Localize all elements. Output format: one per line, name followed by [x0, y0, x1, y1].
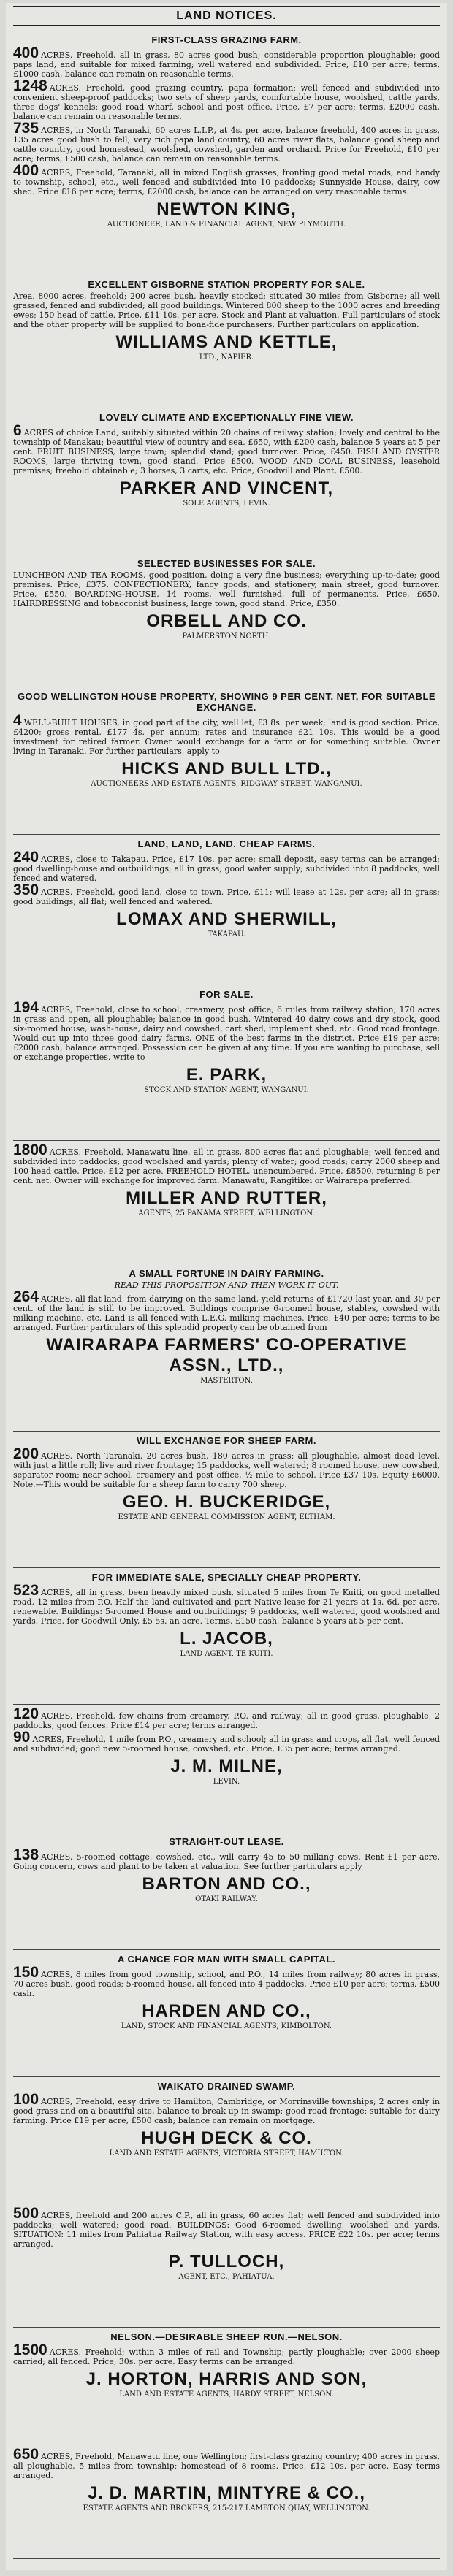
agent-name: HARDEN AND CO.,: [142, 2001, 311, 2021]
ad-headline: NELSON.—DESIRABLE SHEEP RUN.—NELSON.: [110, 2331, 343, 2342]
ad-text: ACRES, Freehold, few chains from creamery, P.O. and railway; all in good grass, ploughable, 2 paddocks, good fences. Price £14 per acre; terms arranged.: [13, 1711, 440, 1730]
agent-name: P. TULLOCH,: [168, 2252, 285, 2271]
ad-text: ACRES, Freehold, easy drive to Hamilton, Cambridge, or Morrinsville townships; 2 acres only in good grass and on a beautiful site, balance to break up in swamp; good road frontage; suitable for dairy farming. Price £19 per acre, £500 cash; balance can remain on mortgage.: [13, 2097, 440, 2125]
ad-text: WELL-BUILT HOUSES, in good part of the city, well let, £3 8s. per week; land is good section. Price, £4200; gross rental, £177 4s. per annum; rates and insurance £21 10s. This would be a good investment for retired farmer. Owner would exchange for a farm or for something suitable. Owner living in Taranaki. For further particulars, apply to: [13, 718, 440, 756]
ad-headline: EXCELLENT GISBORNE STATION PROPERTY FOR SALE.: [88, 279, 365, 290]
acreage-figure: 650: [13, 2446, 39, 2463]
page-title: LAND NOTICES.: [13, 6, 440, 26]
land-advertisement: [13, 985, 440, 1141]
land-advertisement: [13, 2328, 440, 2445]
land-advertisement: [13, 1705, 440, 1832]
ad-paragraph: [13, 2344, 440, 2366]
ad-paragraph: [13, 2093, 440, 2125]
agent-address: PALMERSTON NORTH.: [182, 632, 271, 641]
acreage-figure: 90: [13, 1729, 31, 1746]
ad-headline: WILL EXCHANGE FOR SHEEP FARM.: [137, 1435, 316, 1446]
ad-text: ACRES, close to Takapau. Price, £17 10s. per acre; small deposit, easy terms can be arranged; good dwelling-house and outbuildings; all in grass; good water supply; subdivided into 8 paddocks; well fenced and watered.: [13, 855, 440, 883]
acreage-figure: 350: [13, 882, 39, 898]
agent-address: AGENT, ETC., PAHIATUA.: [178, 2273, 275, 2281]
ad-paragraph: [13, 1966, 440, 1998]
agent-address: AGENTS, 25 PANAMA STREET, WELLINGTON.: [138, 1209, 315, 1218]
ad-paragraph: [13, 291, 440, 329]
acreage-figure: 194: [13, 999, 39, 1016]
land-advertisement: [13, 2204, 440, 2328]
acreage-figure: 264: [13, 1288, 39, 1305]
ad-paragraph: [13, 47, 440, 79]
acreage-figure: 400: [13, 45, 39, 61]
ad-headline: LOVELY CLIMATE AND EXCEPTIONALLY FINE VIEW.: [99, 412, 354, 423]
ad-paragraph: [13, 1731, 440, 1754]
agent-name: LOMAX AND SHERWILL,: [116, 909, 337, 929]
land-advertisement: [13, 1264, 440, 1432]
ad-paragraph: [13, 884, 440, 906]
land-advertisement: [13, 1432, 440, 1568]
acreage-figure: 523: [13, 1582, 39, 1599]
ad-text: ACRES, Freehold, Taranaki, all in mixed English grasses, fronting good metal roads, and handy to township, school, etc., well fenced and subdivided into 10 paddocks; Sunnyside House, dairy, cow shed. Price £16 per acre; terms, £2000 cash, balance can be arranged on very reasonable terms.: [13, 168, 440, 196]
ad-paragraph: [13, 1144, 440, 1185]
ad-text: ACRES of choice Land, suitably situated within 20 chains of railway station; lovely and central to the township of Manakau; beautiful view of country and sea. £650, with £200 cash, balance 5 years at 5 per cent. FRUIT BUSINESS, large town; splendid stand; good turnover. Price, £450. FISH AND OYSTER ROOMS, large thriving town, good stand. Price £500. WOOD AND COAL BUSINESS, leasehold premises; freehold obtainable; 3 horses, 3 carts, etc. Price, Goodwill and Plant, £500.: [13, 428, 440, 475]
agent-name: NEWTON KING,: [156, 199, 297, 219]
ad-text: ACRES, 8 miles from good township, school, and P.O., 14 miles from railway; 80 acres in grass, 70 acres bush, good roads; 5-roomed house, all fenced into 4 paddocks. Price £10 per acre; terms, £500 cash.: [13, 1970, 440, 1998]
ad-text: LUNCHEON AND TEA ROOMS, good position, doing a very fine business; everything up-to-date; good premises. Price, £375. CONFECTIONERY, fancy goods, and stationery, main street, good turnover. Price, £550. BOARDING-HOUSE, 14 rooms, well furnished, full of permanents. Price, £650. HAIRDRESSING and tobacconist business, large town, good stand. Price, £350.: [13, 570, 440, 608]
ad-paragraph: [13, 1445, 440, 1489]
acreage-figure: 500: [13, 2205, 39, 2222]
ad-text: ACRES, all flat land, from dairying on the same land, yield returns of £1720 last year, and 30 per cent. of the land is still to be improved. Buildings comprise 6-roomed house, stables, cowshed with milking machine, etc. Land is all fenced with L.E.G. milking machines. Price, £40 per acre; terms to be arranged. Further particulars of this splendid property can be obtained from: [13, 1294, 440, 1332]
ad-paragraph: [13, 1705, 440, 1730]
ad-headline: GOOD WELLINGTON HOUSE PROPERTY, SHOWING 9 PER CENT. NET, FOR SUITABLE EXCHANGE.: [17, 691, 436, 713]
ad-paragraph: [13, 570, 440, 608]
agent-address: AUCTIONEER, LAND & FINANCIAL AGENT, NEW PLYMOUTH.: [107, 221, 346, 229]
agent-address: LAND, STOCK AND FINANCIAL AGENTS, KIMBOLTON.: [121, 2022, 332, 2030]
agent-name: GEO. H. BUCKERIDGE,: [122, 1492, 331, 1512]
ad-paragraph: [13, 1288, 440, 1332]
agent-address: ESTATE AGENTS AND BROKERS, 215-217 LAMBTON QUAY, WELLINGTON.: [83, 2504, 370, 2512]
agent-name: J. M. MILNE,: [170, 1757, 283, 1776]
ad-text: ACRES, Freehold, all in grass, 80 acres good bush; considerable proportion ploughable; good paps land, and suitable for mixed farming; well watered and subdivided. Price, £10 per acre; terms, £1000 cash, balance can remain on reasonable terms.: [13, 50, 440, 79]
agent-address: LTD., NAPIER.: [199, 353, 254, 362]
ad-headline: A CHANCE FOR MAN WITH SMALL CAPITAL.: [118, 1954, 335, 1965]
ad-headline: FIRST-CLASS GRAZING FARM.: [151, 34, 302, 45]
page-spacer: [13, 2559, 440, 2567]
ad-headline: LAND, LAND, LAND. CHEAP FARMS.: [137, 838, 316, 849]
ad-text: ACRES, Freehold, Manawatu line, one Wellington; first-class grazing country; 400 acres in grass, all ploughable, 5 miles from township; homestead of 8 rooms. Price, £12 10s. per acre. Easy terms arranged.: [13, 2452, 440, 2480]
acreage-figure: 240: [13, 849, 39, 865]
ad-paragraph: [13, 424, 440, 475]
acreage-figure: 200: [13, 1445, 39, 1462]
agent-address: LAND AND ESTATE AGENTS, VICTORIA STREET, HAMILTON.: [109, 2149, 344, 2158]
ad-text: Area, 8000 acres, freehold; 200 acres bush, heavily stocked; situated 30 miles from Gisborne; all well grassed, fenced and subdivided; all good buildings. Wintered 800 sheep to the 1000 acres and breeding ewes; 150 head of cattle. Price, £11 10s. per acre. Stock and Plant at valuation. Full particulars of stock and the other property will be supplied to bona-fide purchasers. Further particulars on application.: [13, 291, 440, 329]
land-advertisement: [13, 687, 440, 835]
agent-address: SOLE AGENTS, LEVIN.: [183, 500, 270, 508]
ad-text: ACRES, Freehold, close to school, creamery, post office, 6 miles from railway station; 170 acres in grass and open, all ploughable; balance in good bush. Wintered 40 dairy cows and dry stock, good six-roomed house, wash-house, dairy and cowshed, cart shed, implement shed, etc. Good road frontage. Would cut up into three good dairy farms. ONE of the best farms in the district. Price £19 per acre; £2000 cash, balance arranged. Possession can be given at any time. If you are wanting to purchase, sell or exchange properties, write to: [13, 1005, 440, 1062]
acreage-figure: 100: [13, 2091, 39, 2108]
land-advertisement: [13, 1568, 440, 1705]
ad-headline: FOR IMMEDIATE SALE, SPECIALLY CHEAP PROPERTY.: [91, 1572, 362, 1583]
agent-name: WILLIAMS AND KETTLE,: [115, 332, 338, 352]
land-advertisement: [13, 1832, 440, 1950]
agent-address: LEVIN.: [213, 1778, 240, 1786]
agent-address: TAKAPAU.: [208, 930, 245, 939]
land-advertisement: [13, 554, 440, 687]
ad-text: ACRES, Freehold, Manawatu line, all in grass, 800 acres flat and ploughable; well fenced and subdivided into paddocks; good woolshed and yards; plenty of water; good roads; carry 2000 sheep and 100 head cattle. Price, £12 per acre. FREEHOLD HOTEL, unencumbered. Price, £8500, returning 8 per cent. net. Owner will exchange for improved farm. Manawatu, Rangitikei or Wairarapa preferred.: [13, 1147, 440, 1185]
agent-address: MASTERTON.: [200, 1377, 253, 1385]
acreage-figure: 400: [13, 162, 39, 179]
agent-name: PARKER AND VINCENT,: [119, 478, 334, 498]
ad-text: ACRES, Freehold, 1 mile from P.O., creamery and school; all in grass and crops, all flat, well fenced and subdivided; good new 5-roomed house, cowshed, etc. Price, £35 per acre; terms arranged.: [13, 1735, 440, 1754]
acreage-figure: 1248: [13, 77, 47, 94]
ad-paragraph: [13, 714, 440, 756]
acreage-figure: 6: [13, 422, 22, 439]
ad-headline: SELECTED BUSINESSES FOR SALE.: [137, 558, 316, 569]
agent-address: LAND AND ESTATE AGENTS, HARDY STREET, NELSON.: [119, 2390, 334, 2399]
ad-subheading: READ THIS PROPOSITION AND THEN WORK IT OUT.: [114, 1280, 339, 1290]
ad-paragraph: [13, 122, 440, 164]
agent-name: L. JACOB,: [180, 1629, 273, 1648]
acreage-figure: 735: [13, 120, 39, 137]
ad-paragraph: [13, 77, 440, 121]
agent-address: OTAKI RAILWAY.: [195, 1895, 258, 1903]
ad-text: ACRES, Freehold, good grazing country, papa formation; well fenced and subdivided into convenient sheep-proof paddocks; two sets of sheep yards, comfortable house, woolshed, cattle yards, three dogs' kennels; good road wharf, school and post office. Price, £7 per acre; terms, £2000 cash, balance can remain on reasonable terms.: [13, 83, 440, 121]
ad-text: ACRES, all in grass, been heavily mixed bush, situated 5 miles from Te Kuiti, on good metalled road, 12 miles from P.O. Half the land cultivated and part Native lease for 21 years at 1s. 6d. per acre, renewable. Buildings: 5-roomed House and outbuildings; 9 paddocks, well watered, good woolshed and yards. Price, for Goodwill Only, £5 5s. an acre. Terms, £150 cash, balance 5 years at 5 per cent.: [13, 1588, 440, 1626]
agent-address: ESTATE AND GENERAL COMMISSION AGENT, ELTHAM.: [118, 1513, 335, 1521]
ad-text: ACRES, Freehold; within 3 miles of rail and Township; partly ploughable; over 2000 sheep carried; all fenced. Price, 30s. per acre. Easy terms can be arranged.: [13, 2347, 440, 2366]
agent-name: WAIRARAPA FARMERS' CO-OPERATIVE ASSN., LTD.,: [46, 1335, 407, 1375]
ad-paragraph: [13, 851, 440, 883]
acreage-figure: 138: [13, 1846, 39, 1863]
ad-paragraph: [13, 164, 440, 196]
land-advertisement: [13, 1141, 440, 1264]
ad-text: ACRES, 5-roomed cottage, cowshed, etc., will carry 45 to 50 milking cows. Rent £1 per acre. Going concern, cows and plant to be taken at valuation. See further particulars apply: [13, 1852, 440, 1871]
ad-paragraph: [13, 2448, 440, 2480]
acreage-figure: 1800: [13, 1142, 47, 1158]
agent-name: MILLER AND RUTTER,: [126, 1188, 327, 1208]
agent-name: HUGH DECK & CO.: [141, 2128, 312, 2148]
land-advertisement: [13, 275, 440, 408]
ad-text: ACRES, North Taranaki, 20 acres bush, 180 acres in grass; all ploughable, almost dead level, with just a little roll; live and river frontage; 15 paddocks, well watered; 8 roomed house, new cowshed, separator room; near school, creamery and post office, ½ mile to school. Price £37 10s. Equity £6000. Note.—This would be suitable for a sheep farm to carry 700 sheep.: [13, 1451, 440, 1489]
agent-name: J. D. MARTIN, MINTYRE & CO.,: [87, 2483, 365, 2503]
agent-name: HICKS AND BULL LTD.,: [121, 759, 332, 779]
ad-headline: A SMALL FORTUNE IN DAIRY FARMING.: [129, 1268, 324, 1279]
ad-text: ACRES, in North Taranaki, 60 acres L.I.P., at 4s. per acre, balance freehold, 400 acres in grass, 135 acres good bush to fell; very rich papa land country, 60 acres river flats, balance good sheep and cattle country, good homestead, woolshed, cowshed, garden and orchard. Price for Freehold, £10 per acre; terms, £500 cash, balance can remain on reasonable terms.: [13, 126, 440, 164]
acreage-figure: 150: [13, 1964, 39, 1981]
ad-headline: WAIKATO DRAINED SWAMP.: [157, 2081, 296, 2092]
acreage-figure: 1500: [13, 2342, 47, 2358]
land-advertisement: [13, 31, 440, 275]
ad-text: ACRES, freehold and 200 acres C.P., all in grass, 60 acres flat; well fenced and subdivided into paddocks; well watered; good road. BUILDINGS: Good 6-roomed dwelling, woolshed and yards. SITUATION: 11 miles from Pahiatua Railway Station, with easy access. PRICE £22 10s. per acre; terms arranged.: [13, 2211, 440, 2249]
acreage-figure: 120: [13, 1705, 39, 1722]
ad-paragraph: [13, 1846, 440, 1871]
agent-address: AUCTIONEERS AND ESTATE AGENTS, RIDGWAY STREET, WANGANUI.: [91, 780, 362, 788]
ad-paragraph: [13, 2207, 440, 2249]
agent-name: E. PARK,: [186, 1065, 267, 1085]
ad-paragraph: [13, 1584, 440, 1626]
land-advertisement: [13, 408, 440, 554]
agent-address: LAND AGENT, TE KUITI.: [180, 1650, 273, 1658]
ad-headline: STRAIGHT-OUT LEASE.: [169, 1836, 284, 1847]
agent-name: J. HORTON, HARRIS AND SON,: [85, 2369, 368, 2389]
ad-text: ACRES, Freehold, good land, close to town. Price, £11; will lease at 12s. per acre; all in grass; good buildings; all flat; well fenced and watered.: [13, 887, 440, 906]
land-advertisement: [13, 1950, 440, 2077]
land-advertisement: [13, 835, 440, 985]
land-advertisement: [13, 2077, 440, 2204]
ad-paragraph: [13, 1001, 440, 1062]
ad-headline: FOR SALE.: [199, 989, 254, 1000]
ads-column: [13, 31, 440, 2559]
land-advertisement: [13, 2445, 440, 2559]
agent-name: BARTON AND CO.,: [142, 1874, 311, 1894]
acreage-figure: 4: [13, 712, 22, 729]
newspaper-page: [6, 3, 447, 2570]
agent-address: STOCK AND STATION AGENT, WANGANUI.: [144, 1086, 309, 1094]
agent-name: ORBELL AND CO.: [146, 611, 307, 631]
